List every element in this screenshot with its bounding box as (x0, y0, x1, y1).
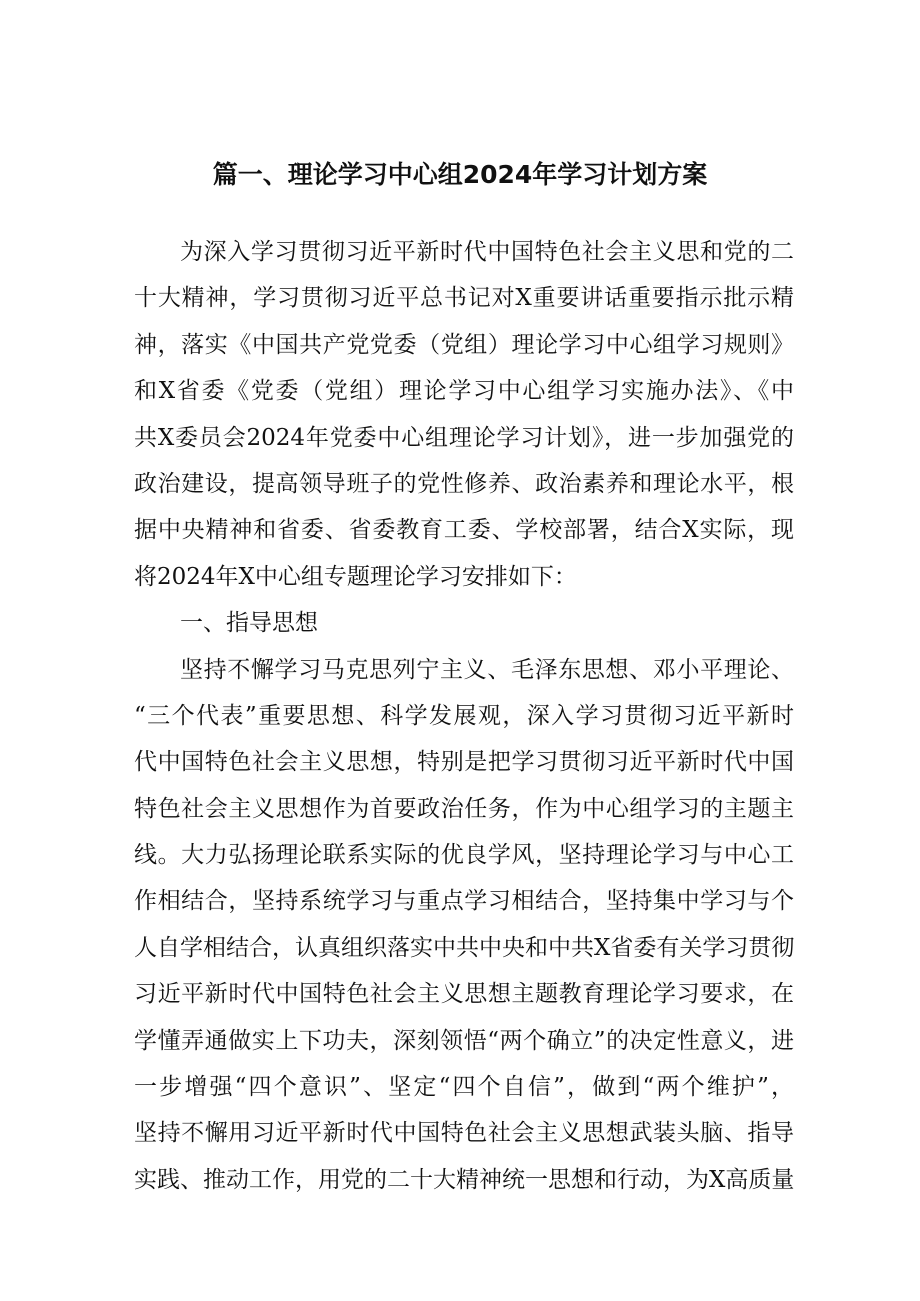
text-line: 线。大力弘扬理论联系实际的优良学风，坚持理论学习与中心工 (134, 842, 794, 869)
text-line: 十大精神，学习贯彻习近平总书记对X重要讲话重要指示批示精 (134, 285, 794, 312)
text-line: 政治建设，提高领导班子的党性修养、政治素养和理论水平，根 (134, 470, 794, 497)
document-body (134, 229, 794, 1203)
text-line: 代中国特色社会主义思想，特别是把学习贯彻习近平新时代中国 (134, 749, 794, 776)
text-line: 作相结合，坚持系统学习与重点学习相结合，坚持集中学习与个 (134, 888, 794, 915)
text-line: 实践、推动工作，用党的二十大精神统一思想和行动，为X高质量 (134, 1166, 795, 1193)
text-line: 坚持不懈学习马克思列宁主义、毛泽东思想、邓小平理论、 (180, 656, 794, 683)
paragraph-intro (134, 229, 794, 600)
text-line: 和X省委《党委（党组）理论学习中心组学习实施办法》、《中 (134, 378, 794, 405)
text-line: 共X委员会2024年党委中心组理论学习计划》，进一步加强党的 (134, 424, 794, 451)
text-line: 神，落实《中国共产党党委（党组）理论学习中心组学习规则》 (134, 331, 794, 358)
text-line: 特色社会主义思想作为首要政治任务，作为中心组学习的主题主 (134, 795, 794, 822)
text-line: 坚持不懈用习近平新时代中国特色社会主义思想武装头脑、指导 (134, 1120, 794, 1147)
text-line: 将2024年X中心组专题理论学习安排如下： (134, 563, 577, 590)
document-title: 篇一、理论学习中心组2024年学习计划方案 (212, 160, 708, 189)
text-line: “三个代表”重要思想、科学发展观，深入学习贯彻习近平新时 (134, 702, 794, 729)
paragraph-guiding-thought (134, 647, 794, 1204)
text-line: 人自学相结合，认真组织落实中共中央和中共X省委有关学习贯彻 (134, 934, 795, 961)
text-line: 学懂弄通做实上下功夫，深刻领悟“两个确立”的决定性意义，进 (134, 1027, 794, 1054)
section-heading: 一、指导思想 (180, 610, 318, 637)
text-line: 习近平新时代中国特色社会主义思想主题教育理论学习要求，在 (134, 981, 794, 1008)
text-line: 一步增强“四个意识”、坚定“四个自信”，做到“两个维护”， (134, 1074, 794, 1101)
text-line: 为深入学习贯彻习近平新时代中国特色社会主义思和党的二 (180, 239, 794, 265)
text-line: 据中央精神和省委、省委教育工委、学校部署，结合X实际，现 (134, 517, 794, 544)
